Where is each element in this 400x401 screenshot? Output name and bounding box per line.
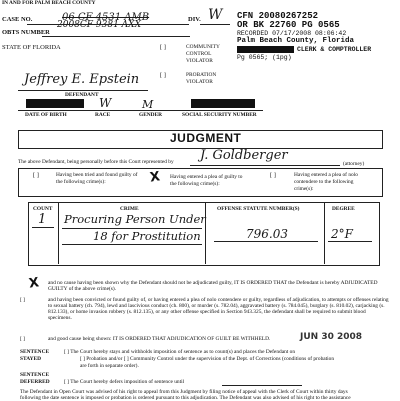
deferred-label-1: SENTENCE bbox=[20, 372, 50, 378]
row-degree: 2°F bbox=[331, 227, 353, 241]
dob-underline bbox=[18, 110, 263, 111]
header-degree: DEGREE bbox=[332, 206, 355, 212]
stamp-book-page: OR BK 22760 PG 0565 bbox=[237, 20, 340, 30]
stamp-recorded: RECORDED 07/17/2008 08:06:42 bbox=[237, 30, 347, 37]
opt2-text-line2: the following crime(s): bbox=[170, 181, 220, 187]
withheld-checkbox[interactable]: [ ] bbox=[20, 336, 25, 342]
pv-checkbox[interactable]: [ ] bbox=[160, 72, 166, 79]
stamp-redaction bbox=[237, 46, 294, 53]
adjudicated-paragraph: and no cause having been shown why the Defendant should not be adjudicated guilty, IT IS ORDERED THAT the Defendant is hereby ADJUDICATED GUILTY of the above crime(s). bbox=[48, 280, 378, 292]
withheld-paragraph: and good cause being shown: IT IS ORDERED THAT ADJUDICATION OF GUILT BE WITHHELD. bbox=[48, 336, 271, 342]
stamp-county: Palm Beach County, Florida bbox=[237, 37, 355, 45]
blood-specimen-paragraph: and having been convicted or found guilty of, or having entered a plea of nolo contendere or guilty, regardless of adjudication, to attempts or offenses relating to sexual battery (ch. 794), lewd and lascivious conduct (ch. 800), or murder (s. 782.04), aggravated battery (s. 784.045), burglary (s. 810.02), carjacking (s. 812.133), or home invasion robbery (s. 812.135), or any other offense specified in Section 943.325, the defendant shall be required to submit blood specimens. bbox=[48, 297, 389, 321]
community-control-line2: CONTROL bbox=[186, 51, 212, 57]
row-count: 1 bbox=[38, 212, 47, 227]
defendant-underline bbox=[18, 90, 148, 91]
div-value: W bbox=[208, 7, 223, 23]
count-underline bbox=[32, 227, 54, 228]
header-crime: CRIME bbox=[120, 206, 139, 212]
statute-underline bbox=[214, 241, 318, 242]
race-label: RACE bbox=[95, 112, 111, 118]
case-no-struck: 06 CF 4531 AMB bbox=[62, 12, 150, 23]
ssn-redaction bbox=[191, 99, 255, 108]
table-divider-1 bbox=[58, 202, 59, 264]
opt1-text-line2: the following crime(s): bbox=[56, 179, 106, 185]
header-statute: OFFENSE STATUTE NUMBER(S) bbox=[217, 206, 300, 212]
defendant-label: DEFENDANT bbox=[65, 92, 99, 98]
appearance-text: The above Defendant, being personally before this Court represented by bbox=[18, 159, 174, 165]
opt3-text-line3: crime(s): bbox=[294, 186, 314, 192]
div-underline bbox=[200, 24, 230, 25]
attorney-label: (attorney) bbox=[343, 161, 365, 167]
adjudicated-check-mark[interactable]: X bbox=[28, 275, 41, 292]
stamp-pages: Pg 0565; (1pg) bbox=[237, 54, 292, 61]
header-count: COUNT bbox=[33, 206, 53, 212]
opt1-text-line1: Having been tried and found guilty of bbox=[56, 172, 138, 178]
footer-line-2: following the date sentence is imposed or probation is ordered pursuant to this adjudication. The Defendant was also advised of his right to the assistance bbox=[20, 395, 351, 401]
row-crime-line1: Procuring Person Under bbox=[64, 212, 206, 226]
deferred-text: [ ] The Court hereby defers imposition of sentence until bbox=[64, 379, 185, 385]
opt2-check-mark[interactable]: X bbox=[149, 169, 162, 186]
deferred-underline bbox=[222, 385, 302, 386]
defendant-name: Jeffrey E. Epstein bbox=[24, 72, 140, 87]
ssn-label: SOCIAL SECURITY NUMBER bbox=[182, 112, 257, 118]
footer-line-1: The Defendant in Open Court was advised of his right to appeal from this Judgment by filing notice of appeal with the Clerk of Court within thirty days bbox=[20, 389, 348, 395]
stayed-text-2: [ ] Probation and/or [ ] Community Control under the supervision of the Dept. of Corrections (conditions of probation bbox=[80, 356, 335, 362]
deferred-label-2: DEFERRED bbox=[20, 379, 50, 385]
crime-underline-2 bbox=[62, 244, 202, 245]
opt3-checkbox[interactable]: [ ] bbox=[270, 172, 276, 179]
obts-underline bbox=[42, 36, 190, 37]
case-no-label: CASE NO. bbox=[2, 16, 33, 23]
attorney-signature: J. Goldberger bbox=[200, 148, 288, 163]
opt2-text-line1: Having entered a plea of guilty to bbox=[170, 174, 243, 180]
state-of-florida: STATE OF FLORIDA bbox=[2, 44, 61, 51]
gender-label: GENDER bbox=[139, 112, 163, 118]
gender-value: M bbox=[142, 98, 154, 111]
race-value: W bbox=[99, 96, 112, 110]
row-statute: 796.03 bbox=[246, 227, 288, 241]
div-label: DIV. bbox=[188, 16, 201, 23]
county-line: IN AND FOR PALM BEACH COUNTY bbox=[2, 0, 96, 6]
stayed-label-1: SENTENCE bbox=[20, 349, 50, 355]
community-control-line3: VIOLATOR bbox=[186, 58, 213, 64]
table-divider-3 bbox=[324, 202, 325, 264]
opt3-text-line2: contendere to the following bbox=[294, 179, 354, 185]
stayed-text-1: [ ] The Court hereby stays and withholds imposition of sentence as to count(s) and places the Defendant on bbox=[64, 349, 296, 355]
dob-label: DATE OF BIRTH bbox=[25, 112, 67, 118]
stayed-label-2: STAYED bbox=[20, 356, 41, 362]
blood-specimen-checkbox[interactable]: [ ] bbox=[20, 297, 25, 303]
cc-checkbox[interactable]: [ ] bbox=[160, 44, 166, 51]
opt3-text-line1: Having entered a plea of nolo bbox=[294, 172, 358, 178]
obts-label: OBTS NUMBER bbox=[2, 29, 50, 36]
date-stamp: JUN 30 2008 bbox=[300, 332, 363, 342]
opt1-checkbox[interactable]: [ ] bbox=[33, 172, 39, 179]
probation-violator-line1: PROBATION bbox=[186, 72, 217, 78]
dob-redaction bbox=[26, 99, 84, 108]
judgment-title: JUDGMENT bbox=[170, 131, 242, 145]
stamp-clerk: CLERK & COMPTROLLER bbox=[297, 46, 372, 53]
attorney-underline bbox=[190, 165, 340, 166]
stayed-text-3: are forth in separate order). bbox=[80, 363, 139, 369]
degree-underline bbox=[328, 241, 372, 242]
row-crime-line2: 18 for Prostitution bbox=[93, 229, 201, 243]
case-no-handwritten: 2008CF 9381 AXX bbox=[57, 20, 141, 30]
stamp-cfn: CFN 20080267252 bbox=[237, 11, 319, 21]
community-control-line1: COMMUNITY bbox=[186, 44, 220, 50]
probation-violator-line2: VIOLATOR bbox=[186, 79, 213, 85]
